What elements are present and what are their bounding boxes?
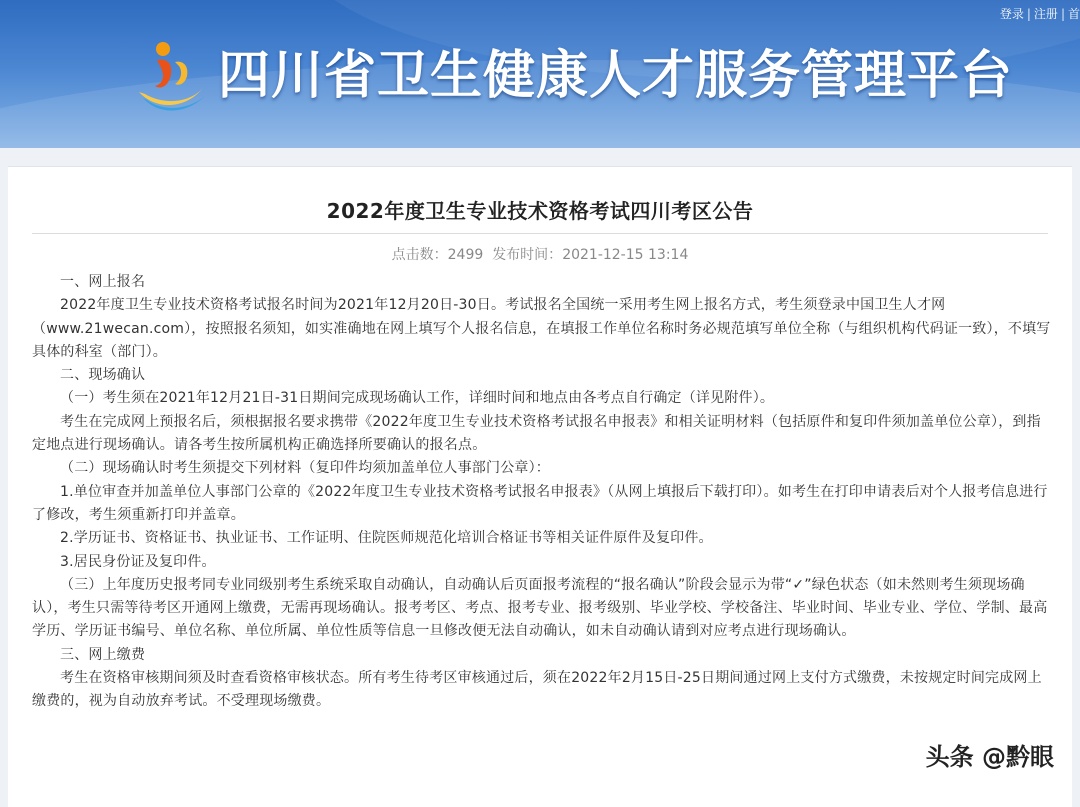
article-meta: [8, 244, 1072, 264]
watermark: 头条 @黔眼: [922, 737, 1058, 772]
section-heading: 三、网上缴费: [60, 646, 146, 663]
paragraph: 2022年度卫生专业技术资格考试报名时间为2021年12月20日-30日。考试报名全国统一采用考生网上报名方式，考生须登录中国卫生人才网（www.21wecan.com），按照报名须知，如实准确地在网上填写个人报名信息，在填报工作单位名称时务必规范填写单位全称（与组织机构代码证一致），不填写具体的科室（部门）。: [32, 297, 1051, 360]
clicks-label: 点击数：: [391, 247, 448, 263]
paragraph: 1.单位审查并加盖单位人事部门公章的《2022年度卫生专业技术资格考试报名申报表》（从网上填报后下载打印）。如考生在打印申请表后对个人报考信息进行了修改，考生须重新打印并盖章。: [32, 483, 1048, 523]
paragraph: 考生在完成网上预报名后，须根据报名要求携带《2022年度卫生专业技术资格考试报名申报表》和相关证明材料（包括原件和复印件须加盖单位公章），到指定地点进行现场确认。请各考生按所属机构正确选择所要确认的报名点。: [32, 413, 1041, 454]
paragraph: （三）上年度历史报考同专业同级别考生系统采取自动确认，自动确认后页面报考流程的“报名确认”阶段会显示为带“✓”绿色状态（如未然则考生须现场确认），考生只需等待考区开通网上缴费，无需再现场确认。报考考区、考点、报考专业、报考级别、毕业学校、学校备注、毕业时间、毕业专业、学位、学制、最高学历、学历证书编号、单位名称、单位所属、单位性质等信息一旦修改便无法自动确认，如未自动确认请到对应考点进行现场确认。: [32, 576, 1048, 640]
site-title: 四川省卫生健康人才服务管理平台: [218, 46, 1014, 106]
register-link[interactable]: 注册: [1033, 7, 1058, 21]
paragraph: 3.居民身份证及复印件。: [60, 553, 216, 570]
home-link[interactable]: 首: [1067, 7, 1080, 21]
section-heading: 一、网上报名: [60, 274, 146, 290]
article-panel: [8, 166, 1072, 807]
header-banner: [0, 0, 1080, 148]
article-title: 2022年度卫生专业技术资格考试四川考区公告: [326, 199, 754, 223]
paragraph: （一）考生须在2021年12月21日-31日期间完成现场确认工作，详细时间和地点由各考点自行确定（详见附件）。: [60, 390, 775, 407]
click-count: 2499: [447, 247, 484, 263]
section-heading: 二、现场确认: [60, 367, 146, 384]
paragraph: 2.学历证书、资格证书、执业证书、工作证明、住院医师规范化培训合格证书等相关证件原件及复印件。: [60, 530, 713, 547]
title-divider: [32, 233, 1048, 234]
login-link[interactable]: 登录: [999, 7, 1024, 21]
top-links: 登录 | 注册 | 首: [999, 7, 1080, 21]
paragraph: 考生在资格审核期间须及时查看资格审核状态。所有考生待考区审核通过后，须在2022年2月15日-25日期间通过网上支付方式缴费，未按规定时间完成网上缴费的，视为自动放弃考试。不受理现场缴费。: [32, 670, 1042, 710]
publish-time-label: 发布时间：: [492, 247, 563, 263]
publish-time: 2021-12-15 13:14: [562, 247, 689, 263]
paragraph: （二）现场确认时考生须提交下列材料（复印件均须加盖单位人事部门公章）：: [60, 460, 550, 477]
article-body: [32, 271, 1054, 714]
sichuan-health-logo-icon: [135, 40, 207, 118]
